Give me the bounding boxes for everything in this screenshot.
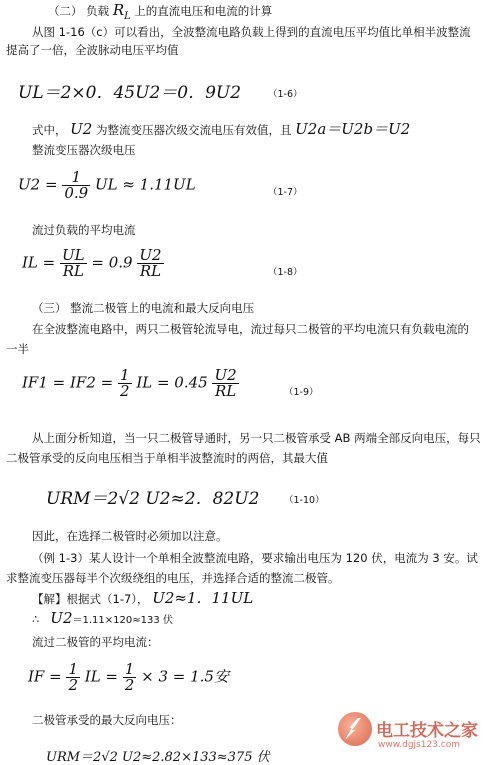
watermark-url: www.dgjs123.com bbox=[378, 740, 460, 750]
equation-max-reverse-voltage: URM＝2√2 U2≈2.82×133≈375 伏 bbox=[46, 750, 270, 765]
para-6-line-1: 从上面分析知道，当一只二极管导通时，另一只二极管承受 AB 两端全部反向电压，每只 bbox=[32, 431, 481, 445]
site-logo-icon bbox=[338, 712, 372, 746]
para-6-line-2: 二极管承受的反向电压相当于单相半波整流时的两倍，其最大值 bbox=[6, 451, 328, 465]
equation-number-1-6: （1-6） bbox=[268, 89, 303, 100]
equation-number-1-8: （1-8） bbox=[268, 267, 303, 278]
section-2-title: （二） 负载 $R_L$ 上的直流电压和电流的计算 bbox=[48, 1, 273, 22]
u2-relation: U2a＝U2b＝U2 bbox=[295, 120, 411, 138]
para-9: 二极管承受的最大反向电压： bbox=[32, 713, 182, 727]
solution-line-1: 【解】根据式（1-7）， U2≈1．11UL bbox=[32, 589, 254, 607]
para-4: 流过负载的平均电流 bbox=[32, 223, 136, 237]
rl-symbol: $R_L$ bbox=[112, 1, 131, 22]
equation-number-1-9: （1-9） bbox=[284, 387, 319, 398]
u2-symbol: U2 bbox=[70, 120, 93, 138]
para-2: 式中， U2 为整流变压器次级交流电压有效值，且 U2a＝U2b＝U2 bbox=[32, 120, 411, 138]
para-8: 流过二极管的平均电流： bbox=[32, 635, 159, 649]
para-1-line-1: 从图 1-16（c）可以看出，全波整流电路负载上得到的直流电压平均值比单相半波整流 bbox=[32, 25, 471, 39]
para-5-line-2: 一半 bbox=[6, 342, 29, 356]
equation-1-6: UL＝2×0．45U2＝0．9U2 bbox=[18, 83, 242, 103]
solution-equation: U2≈1．11UL bbox=[152, 589, 254, 607]
equation-diode-current: IF = $\frac{1}{2}$ IL = $\frac{1}{2}$ × 3 = 1.5安 bbox=[28, 660, 229, 694]
therefore-symbol: ∴ bbox=[32, 612, 40, 626]
equation-1-7: U2 = $\frac{1}{0.9}$ UL ≈ 1.11UL bbox=[18, 168, 196, 202]
watermark-title: 电工技术之家 bbox=[376, 721, 478, 741]
equation-number-1-7: （1-7） bbox=[268, 187, 303, 198]
solution-line-2: ∴ U2＝1.11×120≈133 伏 bbox=[32, 609, 173, 627]
example-line-2: 求整流变压器每半个次级绕组的电压，并选择合适的整流二极管。 bbox=[6, 571, 340, 585]
para-7: 因此，在选择二极管时必须加以注意。 bbox=[32, 529, 228, 543]
equation-1-10: URM＝2√2 U2≈2．82U2 bbox=[46, 489, 260, 509]
para-1-line-2: 提高了一倍，全波脉动电压平均值 bbox=[6, 43, 179, 57]
para-3: 整流变压器次级电压 bbox=[32, 143, 136, 157]
equation-1-9: IF1 = IF2 = $\frac{1}{2}$ IL = 0.45 $\frac{U2}{RL}$ bbox=[22, 366, 237, 400]
equation-1-8: IL = $\frac{UL}{RL}$ = 0.9 $\frac{U2}{RL}$ bbox=[22, 246, 162, 280]
example-line-1: （例 1-3）某人设计一个单相全波整流电路，要求输出电压为 120 伏，电流为 3 安。试 bbox=[32, 551, 478, 565]
para-5-line-1: 在全波整流电路中，两只二极管轮流导电，流过每只二极管的平均电流只有负载电流的 bbox=[32, 322, 469, 336]
section-3-title: （三） 整流二极管上的电流和最大反向电压 bbox=[32, 301, 255, 315]
equation-number-1-10: （1-10） bbox=[284, 495, 325, 506]
